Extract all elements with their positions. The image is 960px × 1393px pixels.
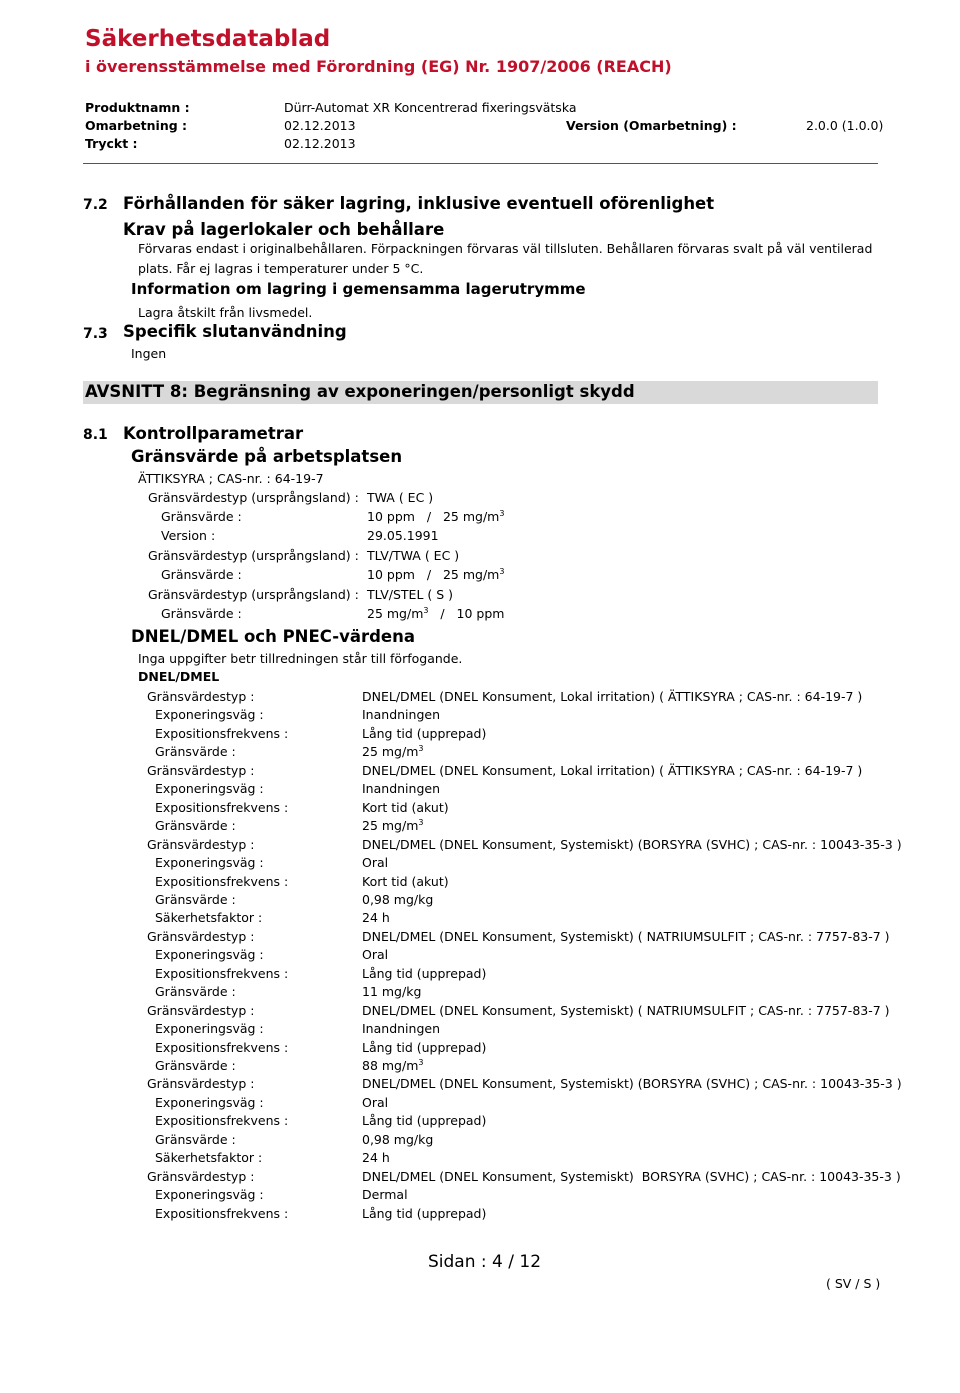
dnel-row-value: 24 h bbox=[362, 1150, 390, 1166]
dnel-row-label: Säkerhetsfaktor : bbox=[155, 1150, 263, 1166]
dnel-row-value: 88 $mg/m^3$ bbox=[362, 1057, 424, 1073]
dnel-row-label: Gränsvärde : bbox=[155, 744, 236, 760]
oel-heading: Gränsvärde på arbetsplatsen bbox=[131, 447, 403, 466]
oel-row-label: Gränsvärde : bbox=[161, 509, 242, 524]
oel-row-value: 29.05.1991 bbox=[367, 528, 439, 543]
dnel-row-value: Oral bbox=[362, 855, 389, 871]
product-label: Produktnamn : bbox=[85, 100, 190, 115]
dnel-row-label: Gränsvärdestyp : bbox=[147, 928, 255, 944]
dnel-row-label: Expositionsfrekvens : bbox=[155, 1039, 289, 1055]
dnel-row-label: Expositionsfrekvens : bbox=[155, 1113, 289, 1129]
dnel-heading: DNEL/DMEL bbox=[138, 669, 220, 684]
dnel-row-value: 0,98 mg/kg bbox=[362, 891, 434, 907]
dnel-row-label: Gränsvärde : bbox=[155, 984, 236, 1000]
dnel-row-label: Gränsvärdestyp : bbox=[147, 1168, 255, 1184]
dnel-row-label: Gränsvärdestyp : bbox=[147, 689, 255, 704]
dnel-row-value: 24 h bbox=[362, 910, 390, 926]
section-7-2-number: 7.2 bbox=[83, 197, 108, 213]
dnel-row-label: Exponeringsväg : bbox=[155, 781, 264, 797]
dnel-row-value: DNEL/DMEL (DNEL Konsument, Systemiskt) (BORSYRA (SVHC) ; CAS-nr. : 10043-35-3 ) bbox=[362, 1076, 902, 1092]
dnel-row-value: 25 $mg/m^3$ bbox=[362, 744, 424, 760]
dnel-row-label: Exponeringsväg : bbox=[155, 707, 264, 723]
dnel-row-value: Oral bbox=[362, 1094, 389, 1110]
dnel-no-data: Inga uppgifter betr tillredningen står till förfogande. bbox=[138, 651, 463, 666]
dnel-row-label: Exponeringsväg : bbox=[155, 1094, 264, 1110]
language-code: ( SV / S ) bbox=[826, 1276, 881, 1291]
oel-row-label: Gränsvärdestyp (ursprångsland) : bbox=[148, 587, 359, 602]
dnel-row-label: Gränsvärde : bbox=[155, 891, 236, 907]
version-label: Version (Omarbetning) : bbox=[566, 118, 737, 133]
dnel-row-label: Exponeringsväg : bbox=[155, 855, 264, 871]
oel-row-value: 10 ppm / 25 $mg/m^3$ bbox=[367, 508, 505, 524]
section-7-2-sub1: Krav på lagerlokaler och behållare bbox=[123, 220, 445, 239]
dnel-row-value: Lång tid (upprepad) bbox=[362, 1039, 487, 1055]
dnel-row-value: 11 mg/kg bbox=[362, 984, 422, 1000]
dnel-row-label: Expositionsfrekvens : bbox=[155, 965, 289, 981]
dnel-row-value: Inandningen bbox=[362, 707, 440, 723]
dnel-row-value: Dermal bbox=[362, 1187, 408, 1203]
dnel-row-label: Exponeringsväg : bbox=[155, 947, 264, 963]
oel-row-value: TLV/TWA ( EC ) bbox=[367, 548, 460, 563]
oel-substance: ÄTTIKSYRA ; CAS-nr. : 64-19-7 bbox=[138, 471, 324, 486]
dnel-row-value: DNEL/DMEL (DNEL Konsument, Systemiskt) (BORSYRA (SVHC) ; CAS-nr. : 10043-35-3 ) bbox=[362, 836, 902, 852]
dnel-row-value: 25 $mg/m^3$ bbox=[362, 817, 424, 834]
header-divider bbox=[83, 163, 878, 164]
dnel-row-value: 0,98 mg/kg bbox=[362, 1131, 434, 1147]
document-title: Säkerhetsdatablad bbox=[85, 26, 331, 52]
dnel-row-value: Lång tid (upprepad) bbox=[362, 1205, 487, 1221]
dnel-row-value: Kort tid (akut) bbox=[362, 799, 449, 815]
dnel-row-label: Gränsvärdestyp : bbox=[147, 762, 255, 778]
section-8-1-number: 8.1 bbox=[83, 427, 108, 443]
section-7-3-title: Specifik slutanvändning bbox=[123, 322, 347, 341]
oel-row-label: Gränsvärdestyp (ursprångsland) : bbox=[148, 490, 359, 505]
oel-row-label: Gränsvärde : bbox=[161, 606, 242, 621]
dnel-row-label: Exponeringsväg : bbox=[155, 1187, 264, 1203]
oel-row-label: Gränsvärde : bbox=[161, 567, 242, 582]
dnel-row-label: Gränsvärdestyp : bbox=[147, 1076, 255, 1092]
oel-row-label: Gränsvärdestyp (ursprångsland) : bbox=[148, 548, 359, 563]
section-7-2-title: Förhållanden för säker lagring, inklusive eventuell oförenlighet bbox=[123, 194, 715, 213]
section-7-3-number: 7.3 bbox=[83, 326, 108, 342]
revised-label: Omarbetning : bbox=[85, 118, 188, 133]
dnel-row-label: Gränsvärdestyp : bbox=[147, 1002, 255, 1018]
printed-value: 02.12.2013 bbox=[284, 136, 356, 151]
dnel-row-value: Inandningen bbox=[362, 1021, 440, 1037]
oel-row-value: TWA ( EC ) bbox=[367, 490, 434, 505]
oel-row-label: Version : bbox=[161, 528, 216, 543]
storage-text-line2: plats. Får ej lagras i temperaturer under 5 °C. bbox=[138, 261, 424, 276]
dnel-pnec-heading: DNEL/DMEL och PNEC-värdena bbox=[131, 627, 415, 646]
dnel-row-label: Gränsvärde : bbox=[155, 1131, 236, 1147]
dnel-row-value: DNEL/DMEL (DNEL Konsument, Systemiskt) ( NATRIUMSULFIT ; CAS-nr. : 7757-83-7 ) bbox=[362, 928, 890, 944]
storage-text-2: Lagra åtskilt från livsmedel. bbox=[138, 305, 313, 320]
dnel-row-value: Lång tid (upprepad) bbox=[362, 725, 487, 741]
dnel-row-value: Inandningen bbox=[362, 781, 440, 797]
dnel-row-value: DNEL/DMEL (DNEL Konsument, Lokal irritation) ( ÄTTIKSYRA ; CAS-nr. : 64-19-7 ) bbox=[362, 689, 863, 704]
section-7-2-sub2: Information om lagring i gemensamma lagerutrymme bbox=[131, 280, 586, 298]
page-number: Sidan : 4 / 12 bbox=[428, 1252, 542, 1272]
dnel-row-value: Kort tid (akut) bbox=[362, 873, 449, 889]
dnel-row-label: Expositionsfrekvens : bbox=[155, 873, 289, 889]
dnel-row-value: DNEL/DMEL (DNEL Konsument, Systemiskt) ( NATRIUMSULFIT ; CAS-nr. : 7757-83-7 ) bbox=[362, 1002, 890, 1018]
oel-row-value: 25 $mg/m^3 / 10$ ppm bbox=[367, 605, 505, 621]
section-7-3-text: Ingen bbox=[131, 346, 167, 361]
dnel-row-value: Oral bbox=[362, 947, 389, 963]
dnel-row-value: Lång tid (upprepad) bbox=[362, 965, 487, 981]
printed-label: Tryckt : bbox=[85, 136, 138, 151]
section-8-bar bbox=[83, 381, 878, 404]
dnel-row-label: Säkerhetsfaktor : bbox=[155, 910, 263, 926]
dnel-row-value: DNEL/DMEL (DNEL Konsument, Lokal irritation) ( ÄTTIKSYRA ; CAS-nr. : 64-19-7 ) bbox=[362, 762, 863, 778]
oel-row-value: 10 ppm / 25 $mg/m^3$ bbox=[367, 566, 505, 582]
product-value: Dürr-Automat XR Koncentrerad fixeringsvätska bbox=[284, 100, 577, 115]
dnel-row-label: Gränsvärde : bbox=[155, 818, 236, 834]
document-subtitle: i överensstämmelse med Förordning (EG) Nr. 1907/2006 (REACH) bbox=[85, 57, 672, 76]
dnel-row-label: Expositionsfrekvens : bbox=[155, 1205, 289, 1221]
section-8-1-title: Kontrollparametrar bbox=[123, 424, 304, 443]
dnel-row-label: Gränsvärdestyp : bbox=[147, 836, 255, 852]
storage-text-line1: Förvaras endast i originalbehållaren. Förpackningen förvaras väl tillsluten. Behållaren förvaras svalt på väl ventilerad bbox=[138, 241, 873, 256]
version-value: 2.0.0 (1.0.0) bbox=[806, 118, 884, 133]
dnel-row-label: Expositionsfrekvens : bbox=[155, 799, 289, 815]
dnel-row-value: DNEL/DMEL (DNEL Konsument, Systemiskt) BORSYRA (SVHC) ; CAS-nr. : 10043-35-3 ) bbox=[362, 1168, 901, 1184]
dnel-row-label: Expositionsfrekvens : bbox=[155, 725, 289, 741]
dnel-row-value: Lång tid (upprepad) bbox=[362, 1113, 487, 1129]
oel-row-value: TLV/STEL ( S ) bbox=[367, 587, 454, 602]
revised-value: 02.12.2013 bbox=[284, 118, 356, 133]
dnel-row-label: Gränsvärde : bbox=[155, 1058, 236, 1073]
dnel-row-label: Exponeringsväg : bbox=[155, 1021, 264, 1037]
section-8-title: AVSNITT 8: Begränsning av exponeringen/personligt skydd bbox=[85, 382, 635, 401]
